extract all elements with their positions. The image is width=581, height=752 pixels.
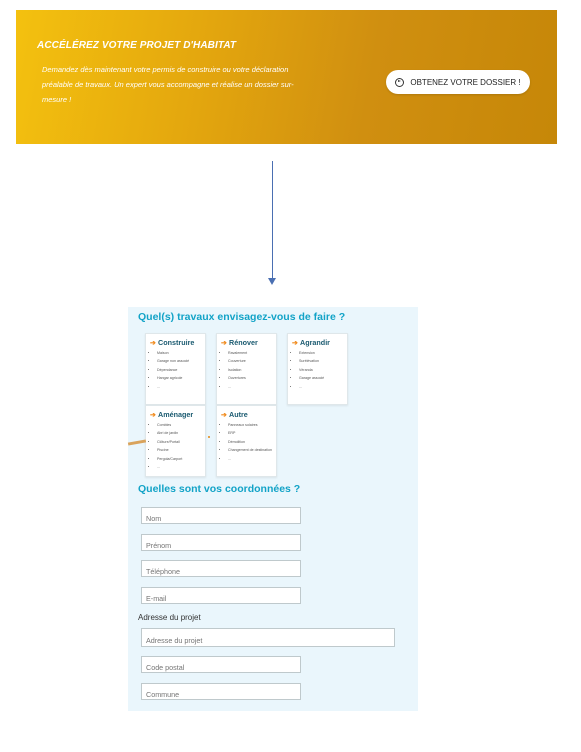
card-item: • ... [157,463,207,471]
card-item: • Dépendance [157,366,207,374]
card-title: Aménager [158,410,194,419]
arrow-right-icon: ➔ [221,338,228,347]
card-item: • Isolation [228,366,278,374]
play-circle-icon [395,78,404,87]
card-item: • ... [228,383,278,391]
card-item: • Combles [157,421,207,429]
card-item: • Pergola/Carport [157,455,207,463]
card-title: Agrandir [300,338,330,347]
arrow-right-icon: ➔ [150,410,157,419]
telephone-field[interactable] [141,560,301,577]
card-item: • ERP [228,429,278,437]
card-item: • Véranda [299,366,349,374]
banner-description: Demandez dès maintenant votre permis de construire ou votre déclaration préalable de travaux. Un expert vous accompagne et réalise un dossier sur-mesure ! [42,65,294,104]
works-question-title: Quel(s) travaux envisagez-vous de faire ? [138,311,346,323]
card-agrandir[interactable] [287,333,348,405]
card-renover[interactable] [216,333,277,405]
card-item: • Panneaux solaires [228,421,278,429]
prenom-field[interactable] [141,534,301,551]
card-item: • Démolition [228,438,278,446]
adresse-field[interactable] [141,628,395,647]
down-arrow-icon [268,278,276,285]
get-dossier-button-label: OBTENEZ VOTRE DOSSIER ! [410,77,521,87]
card-title: Autre [229,410,248,419]
commune-field[interactable] [141,683,301,700]
card-amenager[interactable] [145,405,206,477]
down-arrow-line [272,161,273,279]
card-item: • Garage associé [299,374,349,382]
card-item: • Clôture/Portail [157,438,207,446]
card-item: • Garage non associé [157,357,207,365]
arrow-right-icon: ➔ [221,410,228,419]
code-postal-field[interactable] [141,656,301,673]
card-item: • Abri de jardin [157,429,207,437]
card-construire[interactable] [145,333,206,405]
promo-banner [16,10,557,144]
card-autre[interactable] [216,405,277,477]
card-item: • Hangar agricole [157,374,207,382]
card-item: • Ouvertures [228,374,278,382]
nom-field[interactable] [141,507,301,524]
email-field[interactable] [141,587,301,604]
contact-question-title: Quelles sont vos coordonnées ? [138,483,301,495]
card-item: • ... [299,383,349,391]
card-item: • ... [157,383,207,391]
arrow-right-icon: ➔ [150,338,157,347]
card-title: Construire [158,338,195,347]
card-item: • Surélévation [299,357,349,365]
card-item: • Piscine [157,446,207,454]
banner-title: ACCÉLÉREZ VOTRE PROJET D'HABITAT [37,40,237,51]
card-item: • ... [228,455,278,463]
card-item: • Couverture [228,357,278,365]
card-item: • Extension [299,349,349,357]
adresse-label: Adresse du projet [138,613,201,622]
arrow-right-icon: ➔ [292,338,299,347]
top-fragment-text [88,0,109,1]
decorative-dot [208,436,210,438]
card-item: • Ravalement [228,349,278,357]
card-item: • Maison [157,349,207,357]
card-title: Rénover [229,338,258,347]
card-item: • Changement de destination [228,446,278,454]
get-dossier-button[interactable] [386,70,530,94]
